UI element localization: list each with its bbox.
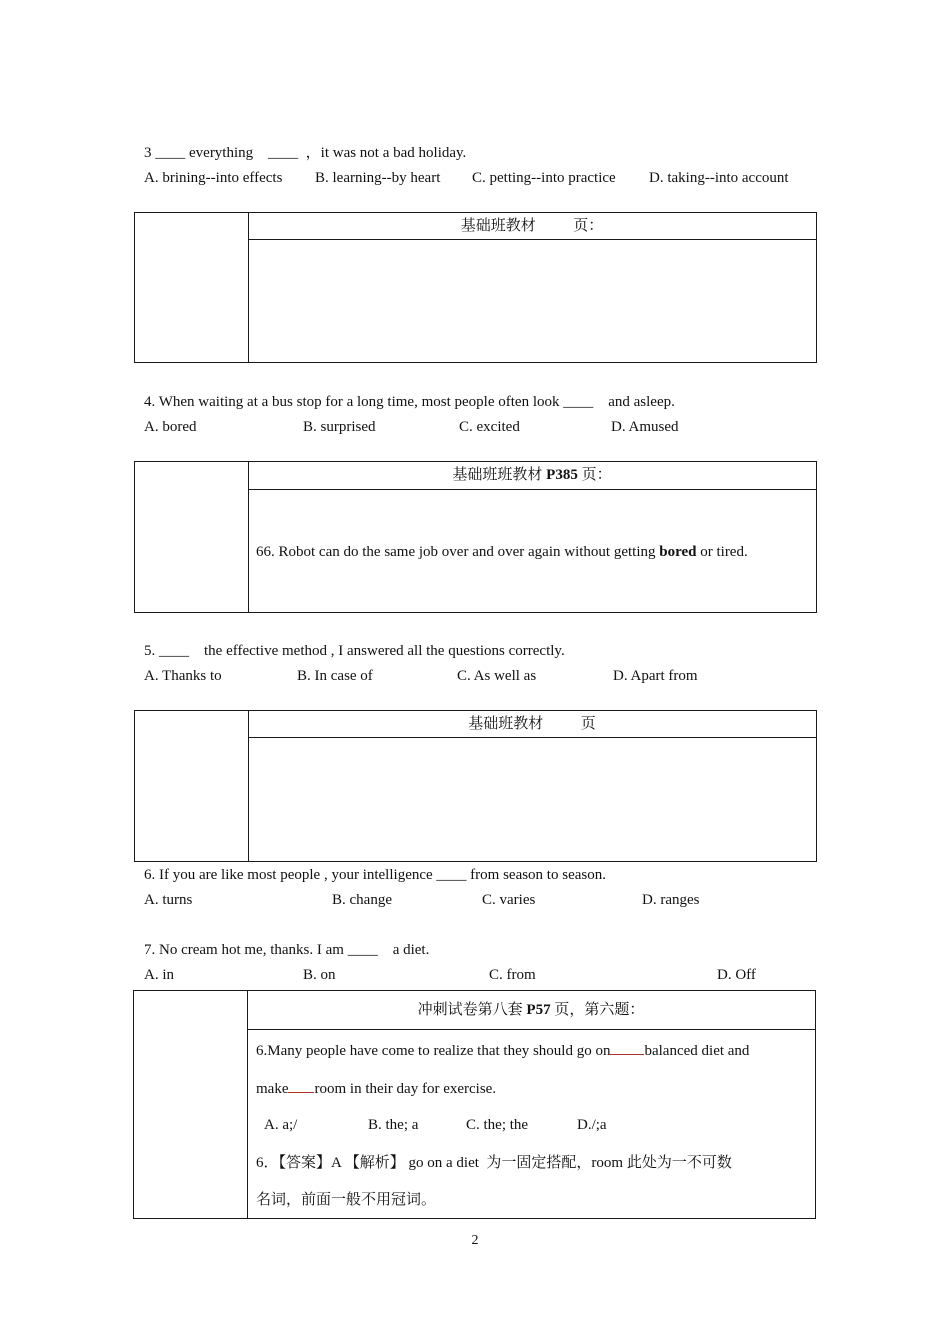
reference-question-line-2: make room in their day for exercise. <box>256 1078 496 1099</box>
reference-question-line-1: 6.Many people have come to realize that they should go on balanced diet and <box>256 1040 749 1061</box>
reference-option-b: B. the; a <box>368 1117 419 1133</box>
reference-table-2-left-cell <box>135 462 249 612</box>
reference-option-d: D./;a <box>577 1117 607 1133</box>
question-6-stem: 6. If you are like most people , your intelligence ____ from season to season. <box>144 867 606 883</box>
reference-option-c: C. the; the <box>466 1117 529 1133</box>
question-5-option-a: A. Thanks to <box>144 668 222 684</box>
reference-table-4-header: 冲刺试卷第八套 P57 页，第六题： <box>247 991 815 1030</box>
reference-table-1-left-cell <box>135 213 249 362</box>
answer-explanation-line-2: 名词，前面一般不用冠词。 <box>256 1192 437 1208</box>
question-4-stem: 4. When waiting at a bus stop for a long time, most people often look ____ and asleep. <box>144 394 675 410</box>
question-6-option-c: C. varies <box>482 892 536 908</box>
question-7-option-a: A. in <box>144 967 174 983</box>
question-7-option-d: D. Off <box>717 967 756 983</box>
question-7-option-c: C. from <box>489 967 536 983</box>
question-6-option-a: A. turns <box>144 892 193 908</box>
reference-option-a: A. a;/ <box>264 1117 298 1133</box>
reference-table-3-header: 基础班教材 页 <box>248 711 816 738</box>
reference-table-1-header: 基础班教材 页： <box>248 213 816 240</box>
question-3-option-d: D. taking--into account <box>649 170 789 186</box>
question-7-option-b: B. on <box>303 967 336 983</box>
page-number: 2 <box>471 1233 479 1248</box>
answer-blank-2 <box>288 1078 314 1093</box>
question-7-stem: 7. No cream hot me, thanks. I am ____ a diet. <box>144 942 430 958</box>
reference-table-4-body <box>247 1030 815 1218</box>
reference-table-1 <box>134 212 817 363</box>
answer-explanation-line-1: 6．【答案】A 【解析】 go on a diet 为一固定搭配，room 此处为一不可数 <box>256 1155 732 1171</box>
question-6-option-b: B. change <box>332 892 392 908</box>
reference-table-2-header: 基础班班教材 P385 页： <box>248 462 816 490</box>
reference-table-1-body <box>248 240 816 362</box>
reference-table-2 <box>134 461 817 613</box>
reference-table-3-left-cell <box>135 711 249 861</box>
question-4-option-b: B. surprised <box>303 419 376 435</box>
question-3-option-a: A. brining--into effects <box>144 170 283 186</box>
answer-blank-1 <box>610 1040 644 1055</box>
reference-table-3 <box>134 710 817 862</box>
question-3-option-b: B. learning--by heart <box>315 170 441 186</box>
question-4-option-c: C. excited <box>459 419 520 435</box>
reference-table-3-body <box>248 738 816 861</box>
reference-table-4 <box>133 990 816 1219</box>
question-4-option-a: A. bored <box>144 419 197 435</box>
question-5-option-b: B. In case of <box>297 668 373 684</box>
question-3-stem: 3 ____ everything ____ ，it was not a bad holiday. <box>144 145 467 161</box>
question-5-option-c: C. As well as <box>457 668 537 684</box>
question-6-option-d: D. ranges <box>642 892 700 908</box>
reference-table-4-left-cell <box>134 991 248 1218</box>
question-3-option-c: C. petting--into practice <box>472 170 616 186</box>
question-5-option-d: D. Apart from <box>613 668 698 684</box>
question-5-stem: 5. ____ the effective method , I answered all the questions correctly. <box>144 643 565 659</box>
reference-table-2-body: 66. Robot can do the same job over and over again without getting bored or tired. <box>256 544 748 560</box>
question-4-option-d: D. Amused <box>611 419 679 435</box>
